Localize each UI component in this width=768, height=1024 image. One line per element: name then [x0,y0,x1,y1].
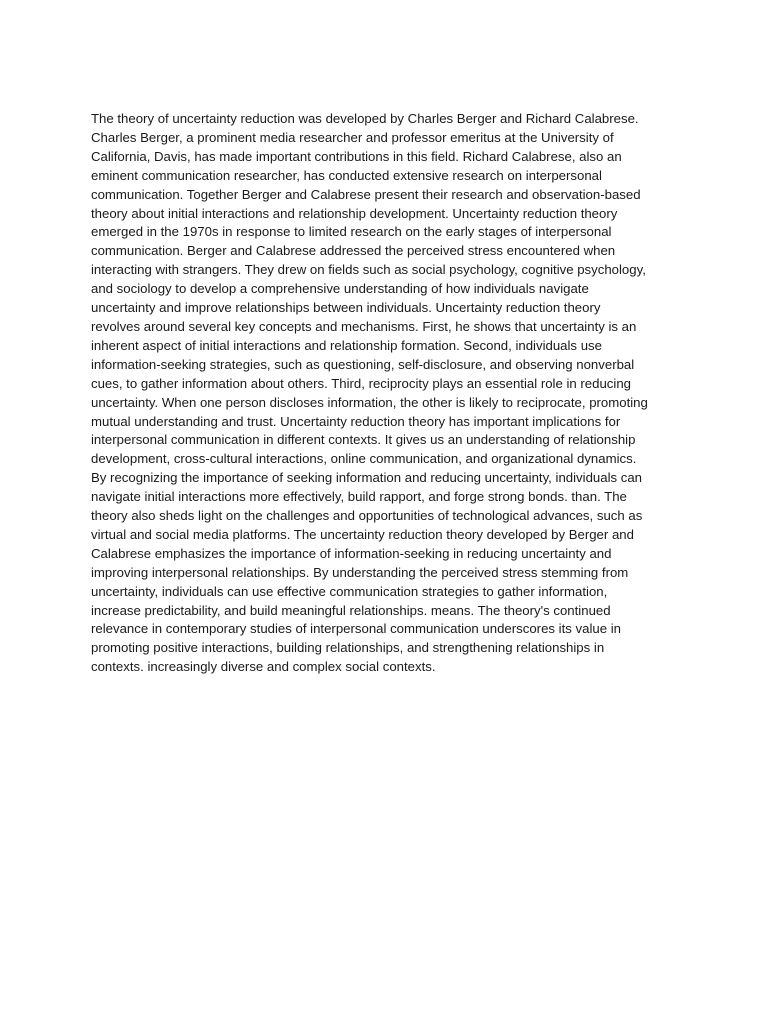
text-line: improving interpersonal relationships. By understanding the perceived stress stemming from [91,564,629,580]
text-line: uncertainty, individuals can use effective communication strategies to gather information, [91,583,608,599]
text-line: mutual understanding and trust. Uncertainty reduction theory has important implications for [91,413,621,429]
text-line: increase predictability, and build meaningful relationships. means. The theory's continued [91,602,611,618]
text-line: development, cross-cultural interactions, online communication, and organizational dynamics. [91,451,637,467]
text-line: Calabrese emphasizes the importance of information-seeking in reducing uncertainty and [91,545,612,561]
body-paragraph [91,110,691,677]
text-line: virtual and social media platforms. The uncertainty reduction theory developed by Berger and [91,526,634,542]
text-line: The theory of uncertainty reduction was developed by Charles Berger and Richard Calabrese. [91,111,639,126]
text-line: uncertainty. When one person discloses information, the other is likely to reciprocate, promoting [91,394,648,410]
text-line: theory also sheds light on the challenges and opportunities of technological advances, such as [91,508,643,524]
text-line: contexts. increasingly diverse and complex social contexts. [91,659,436,675]
text-line: communication. Together Berger and Calabrese present their research and observation-based [91,186,641,202]
text-line: information-seeking strategies, such as questioning, self-disclosure, and observing nonverbal [91,356,635,372]
text-line: theory about initial interactions and relationship development. Uncertainty reduction theory [91,205,618,221]
text-line: revolves around several key concepts and mechanisms. First, he shows that uncertainty is an [91,318,637,334]
text-line: communication. Berger and Calabrese addressed the perceived stress encountered when [91,243,616,259]
text-line: relevance in contemporary studies of interpersonal communication underscores its value in [91,621,621,637]
text-line: interacting with strangers. They drew on fields such as social psychology, cognitive psychology, [91,262,646,278]
text-line: navigate initial interactions more effectively, build rapport, and forge strong bonds. than. The [91,489,627,505]
text-line: cues, to gather information about others. Third, reciprocity plays an essential role in reducing [91,375,631,391]
text-line: and sociology to develop a comprehensive understanding of how individuals navigate [91,281,589,297]
text-line: California, Davis, has made important contributions in this field. Richard Calabrese, also an [91,148,622,164]
text-line: By recognizing the importance of seeking information and reducing uncertainty, individuals can [91,470,643,486]
text-line: promoting positive interactions, building relationships, and strengthening relationships in [91,640,605,656]
text-line: eminent communication researcher, has conducted extensive research on interpersonal [91,167,602,183]
text-line: inherent aspect of initial interactions and relationship formation. Second, individuals use [91,337,602,353]
text-line: interpersonal communication in different contexts. It gives us an understanding of relationship [91,432,636,448]
text-line: uncertainty and improve relationships between individuals. Uncertainty reduction theory [91,300,601,316]
text-line: Charles Berger, a prominent media researcher and professor emeritus at the University of [91,129,614,145]
text-line: emerged in the 1970s in response to limited research on the early stages of interpersonal [91,224,612,240]
